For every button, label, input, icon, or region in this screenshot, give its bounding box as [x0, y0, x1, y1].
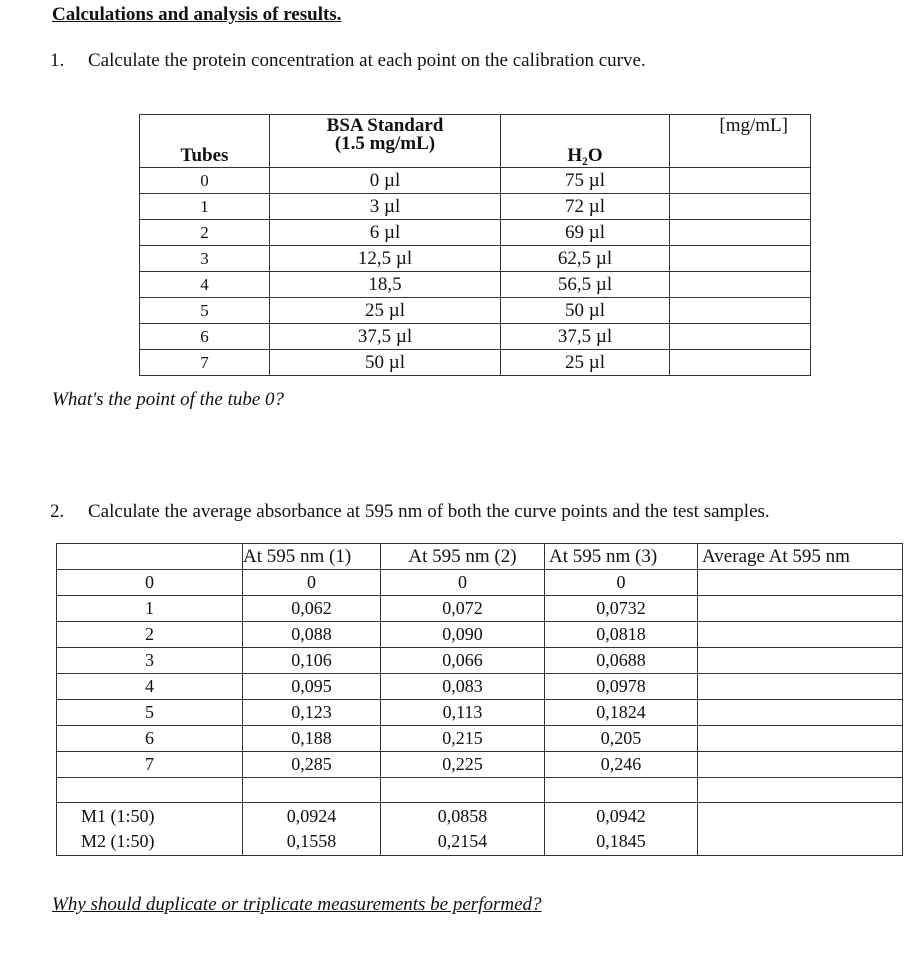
empty-cell — [243, 778, 381, 803]
absorbance-2-header: At 595 nm (2) — [381, 544, 545, 570]
section-heading: Calculations and analysis of results. — [52, 4, 342, 25]
replicate-question: Why should duplicate or triplicate measurements be performed? — [52, 894, 542, 915]
sample-absorbance-2-cell — [381, 803, 545, 856]
absorbance-3-header: At 595 nm (3) — [545, 544, 698, 570]
bsa-cell: 12,5 µl — [270, 246, 501, 272]
sample-absorbance-3-cell — [545, 803, 698, 856]
bsa-cell: 50 µl — [270, 350, 501, 376]
absorbance-header-row — [57, 544, 903, 570]
tube-cell: 0 — [140, 168, 270, 194]
absorbance-table — [56, 543, 903, 856]
absorbance-row — [57, 674, 903, 700]
question-1-text: Calculate the protein concentration at each point on the calibration curve. — [88, 50, 646, 71]
tube-cell: 7 — [140, 350, 270, 376]
absorbance-2-cell: 0,090 — [381, 622, 545, 648]
average-cell[interactable] — [698, 674, 903, 700]
absorbance-3-cell: 0,0978 — [545, 674, 698, 700]
empty-cell — [57, 778, 243, 803]
concentration-cell[interactable] — [670, 324, 811, 350]
absorbance-row — [57, 570, 903, 596]
concentration-header: [mg/mL] — [670, 115, 811, 168]
concentration-cell[interactable] — [670, 350, 811, 376]
tube-cell: 1 — [140, 194, 270, 220]
sample-average-cell[interactable] — [698, 803, 903, 856]
calibration-row — [140, 350, 811, 376]
absorbance-1-cell: 0 — [243, 570, 381, 596]
tube-cell: 5 — [140, 298, 270, 324]
sample-value: 0,2154 — [437, 831, 488, 851]
absorbance-2-cell: 0,072 — [381, 596, 545, 622]
absorbance-1-cell: 0,106 — [243, 648, 381, 674]
calibration-row — [140, 272, 811, 298]
sample-row — [57, 803, 903, 856]
absorbance-3-cell: 0,0732 — [545, 596, 698, 622]
calibration-table — [139, 114, 811, 376]
question-1 — [50, 50, 646, 72]
concentration-cell[interactable] — [670, 272, 811, 298]
absorbance-2-cell: 0,083 — [381, 674, 545, 700]
row-label-header — [57, 544, 243, 570]
absorbance-3-cell: 0,0688 — [545, 648, 698, 674]
tube-cell: 1 — [57, 596, 243, 622]
bsa-cell: 18,5 — [270, 272, 501, 298]
sample-value: 0,0942 — [596, 806, 646, 826]
tube-cell: 7 — [57, 752, 243, 778]
h2o-cell: 37,5 µl — [501, 324, 670, 350]
absorbance-row — [57, 700, 903, 726]
calibration-row — [140, 168, 811, 194]
average-cell[interactable] — [698, 726, 903, 752]
sample-value: 0,0858 — [437, 806, 488, 826]
tube-cell: 2 — [57, 622, 243, 648]
tube-cell: 0 — [57, 570, 243, 596]
average-cell[interactable] — [698, 570, 903, 596]
spacer-row — [57, 778, 903, 803]
average-cell[interactable] — [698, 752, 903, 778]
empty-cell — [698, 778, 903, 803]
concentration-cell[interactable] — [670, 246, 811, 272]
bsa-cell: 37,5 µl — [270, 324, 501, 350]
bsa-header — [270, 115, 501, 168]
absorbance-2-cell: 0,225 — [381, 752, 545, 778]
absorbance-1-cell: 0,088 — [243, 622, 381, 648]
average-cell[interactable] — [698, 622, 903, 648]
tube-cell: 2 — [140, 220, 270, 246]
absorbance-row — [57, 726, 903, 752]
question-2 — [50, 501, 770, 523]
average-header: Average At 595 nm — [698, 544, 903, 570]
absorbance-3-cell: 0,246 — [545, 752, 698, 778]
average-cell[interactable] — [698, 700, 903, 726]
absorbance-row — [57, 648, 903, 674]
tube-cell: 4 — [140, 272, 270, 298]
bsa-cell: 6 µl — [270, 220, 501, 246]
h2o-cell: 75 µl — [501, 168, 670, 194]
absorbance-1-cell: 0,062 — [243, 596, 381, 622]
sample-absorbance-1-cell — [243, 803, 381, 856]
tube-cell: 6 — [140, 324, 270, 350]
h2o-cell: 25 µl — [501, 350, 670, 376]
tube-cell: 5 — [57, 700, 243, 726]
question-1-number: 1. — [50, 50, 65, 71]
bsa-cell: 0 µl — [270, 168, 501, 194]
tube-cell: 6 — [57, 726, 243, 752]
concentration-cell[interactable] — [670, 168, 811, 194]
absorbance-1-cell: 0,188 — [243, 726, 381, 752]
average-cell[interactable] — [698, 596, 903, 622]
absorbance-3-cell: 0,1824 — [545, 700, 698, 726]
sample-value: 0,1558 — [286, 831, 337, 851]
sample-label: M2 (1:50) — [81, 831, 155, 851]
h2o-cell: 50 µl — [501, 298, 670, 324]
absorbance-row — [57, 752, 903, 778]
sample-label: M1 (1:50) — [81, 806, 155, 826]
absorbance-1-cell: 0,095 — [243, 674, 381, 700]
bsa-cell: 3 µl — [270, 194, 501, 220]
h2o-cell: 69 µl — [501, 220, 670, 246]
calibration-row — [140, 246, 811, 272]
absorbance-2-cell: 0,215 — [381, 726, 545, 752]
absorbance-1-cell: 0,285 — [243, 752, 381, 778]
average-cell[interactable] — [698, 648, 903, 674]
tubes-header: Tubes — [140, 115, 270, 168]
h2o-cell: 62,5 µl — [501, 246, 670, 272]
calibration-row — [140, 324, 811, 350]
bsa-cell: 25 µl — [270, 298, 501, 324]
absorbance-row — [57, 622, 903, 648]
absorbance-2-cell: 0 — [381, 570, 545, 596]
calibration-row — [140, 298, 811, 324]
sample-value: 0,1845 — [596, 831, 646, 851]
sample-value: 0,0924 — [286, 806, 337, 826]
calibration-row — [140, 194, 811, 220]
concentration-cell[interactable] — [670, 220, 811, 246]
tube-cell: 3 — [57, 648, 243, 674]
concentration-cell[interactable] — [670, 194, 811, 220]
bsa-header-line1: BSA Standard — [326, 115, 444, 136]
question-2-number: 2. — [50, 501, 65, 522]
absorbance-2-cell: 0,113 — [381, 700, 545, 726]
h2o-cell: 56,5 µl — [501, 272, 670, 298]
absorbance-3-cell: 0,205 — [545, 726, 698, 752]
tube-zero-question: What's the point of the tube 0? — [52, 389, 285, 410]
tube-cell: 3 — [140, 246, 270, 272]
concentration-cell[interactable] — [670, 298, 811, 324]
absorbance-1-cell: 0,123 — [243, 700, 381, 726]
bsa-header-line2: (1.5 mg/mL) — [334, 133, 436, 154]
h2o-header: H₂O — [501, 115, 670, 168]
absorbance-2-cell: 0,066 — [381, 648, 545, 674]
calibration-header-row — [140, 115, 811, 168]
calibration-row — [140, 220, 811, 246]
empty-cell — [381, 778, 545, 803]
absorbance-3-cell: 0,0818 — [545, 622, 698, 648]
absorbance-row — [57, 596, 903, 622]
absorbance-1-header: At 595 nm (1) — [243, 544, 381, 570]
empty-cell — [545, 778, 698, 803]
sample-labels-cell — [57, 803, 243, 856]
absorbance-3-cell: 0 — [545, 570, 698, 596]
question-2-text: Calculate the average absorbance at 595 nm of both the curve points and the test samples. — [88, 501, 770, 522]
tube-cell: 4 — [57, 674, 243, 700]
h2o-cell: 72 µl — [501, 194, 670, 220]
